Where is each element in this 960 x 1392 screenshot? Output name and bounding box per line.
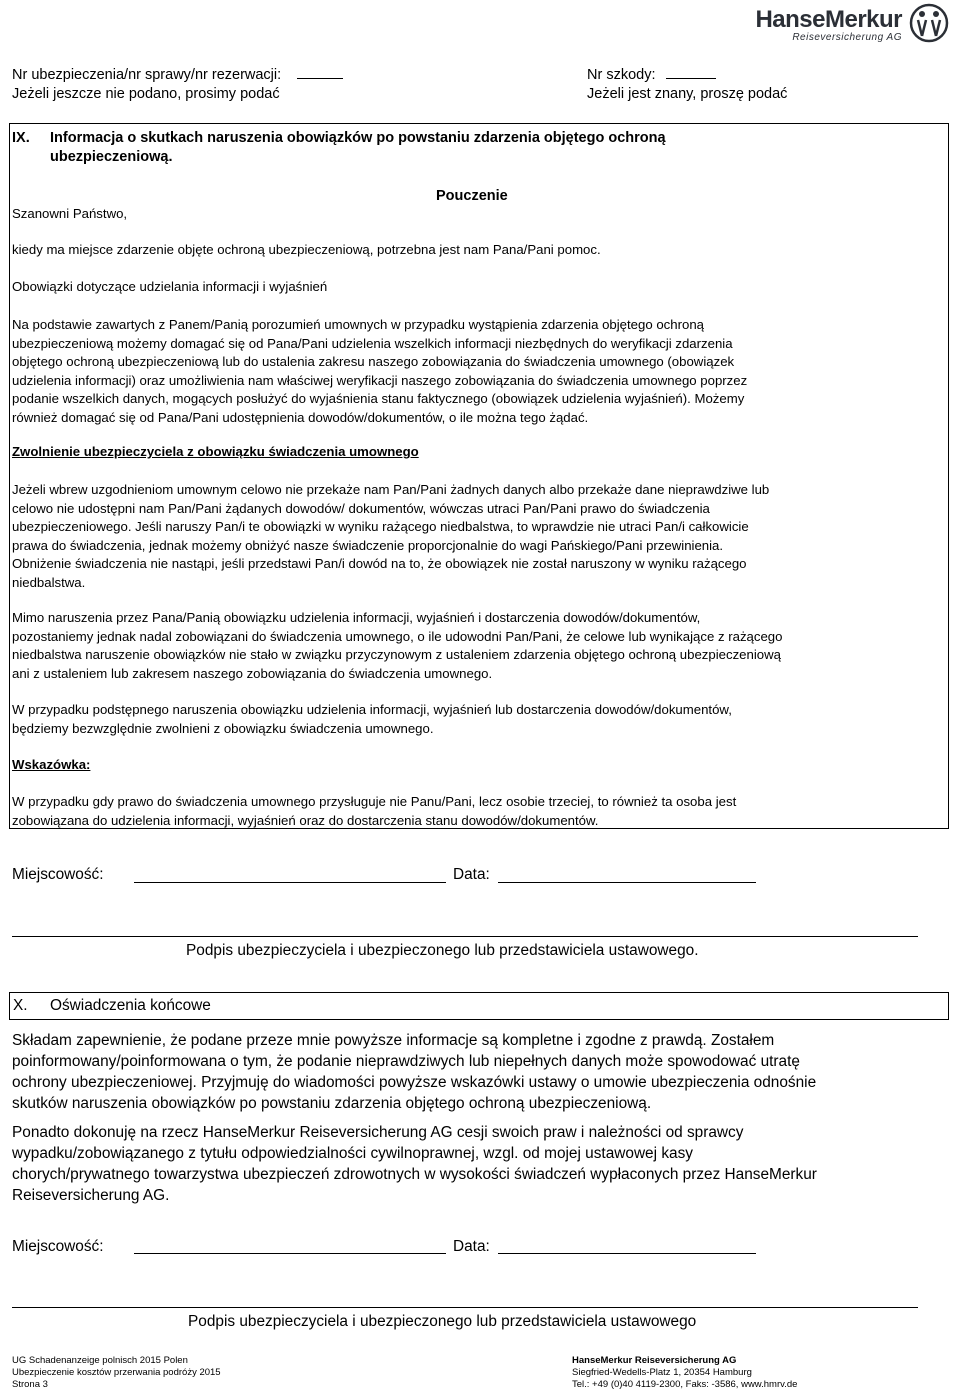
place-input[interactable]: [134, 882, 446, 883]
footer-left: [12, 1355, 412, 1391]
exemption-heading: Zwolnienie ubezpieczyciela z obowiązku świadczenia umownego: [12, 444, 419, 459]
declaration-paragraph: [12, 1030, 947, 1114]
company-logo-name: HanseMerkur: [755, 6, 902, 33]
text-line: niedbalstwa naruszenie obowiązków nie stało w związku przyczynowym z ustaleniem zdarzenia objętego ochroną ubezpieczeniową: [12, 647, 781, 662]
section-ix-number: IX.: [12, 130, 30, 146]
text-line: niedbalstwa.: [12, 574, 86, 590]
place-input-2[interactable]: [134, 1253, 446, 1254]
text-line: ani z ustaleniem lub zakresem naszego zobowiązania do świadczenia umownego.: [12, 665, 493, 681]
text-line: Mimo naruszenia przez Pana/Panią obowiązku udzielenia informacji, wyjaśnień i dostarczenia dowodów/dokumentów,: [12, 610, 701, 625]
date-label: Data:: [453, 866, 490, 883]
obligations-heading: Obowiązki dotyczące udzielania informacji i wyjaśnień: [12, 279, 328, 294]
footer-company: HanseMerkur Reiseversicherung AG: [572, 1355, 737, 1366]
date-label-2: Data:: [453, 1238, 490, 1255]
text-line: Na podstawie zawartych z Panem/Panią porozumień umownych w przypadku wystąpienia zdarzenia objętego ochroną: [12, 317, 704, 332]
section-x-title: Oświadczenia końcowe: [50, 997, 211, 1014]
text-line: będziemy bezwzględnie zwolnieni z obowiązku świadczenia umownego.: [12, 720, 434, 736]
footer-product: Ubezpieczenie kosztów przerwania podróży 2015: [12, 1367, 221, 1378]
fraud-paragraph: [12, 701, 937, 738]
claim-number-field: [587, 66, 716, 85]
date-input[interactable]: [498, 882, 756, 883]
intro-text: kiedy ma miejsce zdarzenie objęte ochroną ubezpieczeniową, potrzebna jest nam Pana/Pani pomoc.: [12, 242, 601, 257]
despite-violation-paragraph: [12, 609, 937, 683]
footer-form-name: UG Schadenanzeige polnisch 2015 Polen: [12, 1355, 188, 1366]
text-line: objętego ochroną ubezpieczeniową lub do ustalenia zakresu naszego zobowiązania do świadczenia umownego (obowiązek: [12, 354, 735, 369]
policy-number-label: Nr ubezpieczenia/nr sprawy/nr rezerwacji:: [12, 67, 282, 83]
text-line: skutków naruszenia obowiązków po powstaniu zdarzenia objętego ochroną ubezpieczeniową.: [12, 1095, 652, 1112]
section-ix-title-line2: ubezpieczeniową.: [50, 149, 173, 165]
text-line: prawa do świadczenia, jednak możemy obniżyć nasze świadczenie proporcjonalnie do wagi Pańskiego/Pani przewinienia.: [12, 537, 724, 553]
text-line: chorych/prywatnego towarzystwa ubezpieczeń zdrowotnych w wysokości świadczeń wypłaconych przez HanseMerkur: [12, 1166, 817, 1183]
text-line: również domagać się od Pana/Pani udostępnienia dowodów/dokumentów, o ile można tego żądać.: [12, 409, 589, 425]
place-label: Miejscowość:: [12, 866, 104, 883]
claim-number-label: Nr szkody:: [587, 67, 656, 83]
signature-line-2[interactable]: [12, 1307, 918, 1308]
text-line: wypadku/zobowiązanego z tytułu odpowiedzialności cywilnoprawnej, wzgl. od mojej ustawowej kasy: [12, 1145, 693, 1162]
text-line: celowo nie udostępni nam Pan/Pani żądanych dowodów/ dokumentów, wówczas utraci Pan/Pani prawo do świadczenia: [12, 500, 710, 516]
exemption-paragraph: [12, 481, 937, 592]
text-line: ochrony ubezpieczeniowej. Przyjmuję do wiadomości powyższe wskazówki ustawy o umowie ubezpieczenia odnośnie: [12, 1074, 817, 1091]
assignment-paragraph: [12, 1122, 947, 1206]
footer-page-number: Strona 3: [12, 1379, 48, 1390]
text-line: Jeżeli wbrew uzgodnieniom umownym celowo nie przekaże nam Pan/Pani żadnych danych albo przekaże dane nieprawdziwe lub: [12, 482, 770, 497]
salutation: Szanowni Państwo,: [12, 206, 128, 221]
hint-heading: Wskazówka:: [12, 757, 91, 772]
place-label-2: Miejscowość:: [12, 1238, 104, 1255]
section-ix-title-line1: Informacja o skutkach naruszenia obowiązków po powstaniu zdarzenia objętego ochroną: [50, 130, 666, 146]
text-line: ubezpieczeniową możemy domagać się od Pana/Pani udzielenia wszelkich informacji niezbędnych do weryfikacji zdarzenia: [12, 335, 733, 351]
text-line: udzielenia informacji) oraz umożliwienia nam właściwej weryfikacji naszego zobowiązania do świadczenia umownego poprzez: [12, 372, 748, 388]
hint-paragraph: [12, 793, 937, 830]
text-line: podanie wszelkich danych, mogących posłużyć do wyjaśnienia stanu faktycznego (obowiązek udzielenia wyjaśnień). Możemy: [12, 391, 745, 406]
obligations-paragraph: [12, 316, 937, 427]
text-line: Składam zapewnienie, że podane przeze mnie powyższe informacje są kompletne i zgodne z prawdą. Zostałem: [12, 1032, 775, 1049]
text-line: zobowiązana do udzielenia informacji, wyjaśnień oraz do dostarczenia stanu dowodów/dokumentów.: [12, 812, 599, 828]
claim-number-input[interactable]: [666, 66, 716, 79]
footer-address: Siegfried-Wedells-Platz 1, 20354 Hamburg: [572, 1367, 752, 1378]
policy-number-input[interactable]: [297, 66, 343, 79]
text-line: Reiseversicherung AG.: [12, 1187, 170, 1204]
text-line: W przypadku podstępnego naruszenia obowiązku udzielenia informacji, wyjaśnień lub dostarczenia dowodów/dokumentów,: [12, 702, 732, 717]
date-input-2[interactable]: [498, 1253, 756, 1254]
text-line: pozostaniemy jednak nadal zobowiązani do świadczenia umownego, o ile udowodni Pan/Pani, że celowe lub wynikające z rażącego: [12, 628, 783, 644]
section-x-number: X.: [13, 997, 28, 1014]
company-logo-icon: [908, 2, 950, 44]
claim-number-hint: Jeżeli jest znany, proszę podać: [587, 86, 788, 102]
pouczenie-heading: Pouczenie: [436, 188, 508, 204]
text-line: Obniżenie świadczenia nie nastąpi, jeśli przedstawi Pan/i dowód na to, że obowiązek nie został naruszony w wyniku rażącego: [12, 556, 747, 571]
policy-number-hint: Jeżeli jeszcze nie podano, prosimy podać: [12, 86, 280, 102]
signature-caption: Podpis ubezpieczyciela i ubezpieczonego lub przedstawiciela ustawowego.: [186, 942, 699, 959]
text-line: Ponadto dokonuję na rzecz HanseMerkur Reiseversicherung AG cesji swoich praw i należności od sprawcy: [12, 1124, 744, 1141]
signature-line[interactable]: [12, 936, 918, 937]
footer-contact: Tel.: +49 (0)40 4119-2300, Faks: -3586, www.hmrv.de: [572, 1379, 798, 1390]
policy-number-field: [12, 66, 343, 85]
text-line: ubezpieczeniowego. Jeśli naruszy Pan/i te obowiązki w wyniku rażącego niedbalstwa, to wprawdzie nie utraci Pan/i całkowicie: [12, 519, 749, 534]
footer-right: [572, 1355, 952, 1391]
text-line: poinformowany/poinformowana o tym, że podanie nieprawdziwych lub niepełnych danych może spowodować utratę: [12, 1053, 800, 1070]
text-line: W przypadku gdy prawo do świadczenia umownego przysługuje nie Panu/Pani, lecz osobie trzeciej, to również ta osoba jest: [12, 794, 737, 809]
signature-caption-2: Podpis ubezpieczyciela i ubezpieczonego lub przedstawiciela ustawowego: [188, 1313, 697, 1330]
company-logo-tagline: Reiseversicherung AG: [792, 32, 902, 43]
